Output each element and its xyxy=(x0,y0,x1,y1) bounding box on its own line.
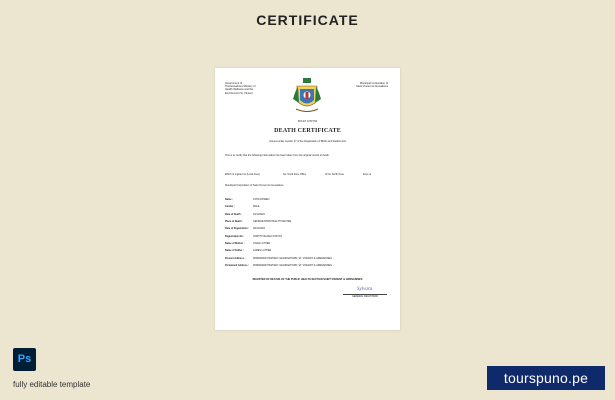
field-row xyxy=(225,225,395,232)
field-label: Present Address : xyxy=(225,256,246,260)
field-row xyxy=(225,240,395,247)
field-value: LINDA LUTHER xyxy=(253,241,271,245)
registration-zone-of: Zone of xyxy=(363,173,372,176)
field-label: Permanent Address : xyxy=(225,263,249,267)
registration-office: No. North Zone Office xyxy=(283,173,307,176)
field-value: 06/12/2022 xyxy=(253,227,265,231)
registration-zone: of No. North Zone xyxy=(325,173,345,176)
field-row xyxy=(225,254,395,261)
registrar-signature: Sylvara xyxy=(357,287,373,292)
certificate-fields xyxy=(225,196,395,269)
coat-of-arms-icon xyxy=(291,77,323,117)
field-value: JOHN DOWEN xyxy=(253,198,270,202)
field-row xyxy=(225,218,395,225)
field-row xyxy=(225,196,395,203)
field-row xyxy=(225,262,395,269)
field-row xyxy=(225,247,395,254)
field-label: Place of Death : xyxy=(225,220,243,224)
certificate-subtitle: (Issued under section 17 of the Registration of Births and Deaths Act) xyxy=(269,140,346,143)
certificate-document xyxy=(215,68,400,330)
field-row xyxy=(225,232,395,239)
field-label: Date of Death : xyxy=(225,212,242,216)
certify-statement: This is to certify that the following information has been taken from the original record of death. xyxy=(225,154,330,157)
brand-badge[interactable]: tourspuno.pe xyxy=(487,366,605,390)
page-title: CERTIFICATE xyxy=(256,12,359,28)
municipal-line: Municipal Corporation of Saint Vincent & Grenadines xyxy=(225,184,284,187)
signature-caption: GENERAL REGISTRAR xyxy=(352,295,378,298)
field-value: GEORGETOWN HEALTH CENTRE xyxy=(253,220,292,224)
field-value: WINDWARD HIGHWAY, GEORGETOWN, ST. VINCENT & GRENADINES xyxy=(253,256,332,260)
field-value: WINDWARD HIGHWAY, GEORGETOWN, ST. VINCENT & GRENADINES xyxy=(253,263,332,267)
registration-local-area: Which is register for [Local Area] xyxy=(225,173,260,176)
field-label: Name : xyxy=(225,198,233,202)
field-label: Gender : xyxy=(225,205,235,209)
register-footer: REGISTER OF DEATHS OF THE PUBLIC HEALTH SECTION SAINT VINCENT & GRENADINES xyxy=(252,278,363,281)
field-label: Name of Father : xyxy=(225,249,244,253)
field-value: JAMES LUTHER xyxy=(253,249,272,253)
header-left-text: Government of TheGrenadines Ministry of Health Wellness and the Environment St. Vincent xyxy=(225,82,256,95)
header-right-text: Municipal Corporation of Saint Vincent & Grenadines xyxy=(356,82,388,89)
photoshop-icon: Ps xyxy=(13,348,36,371)
registration-row xyxy=(225,173,390,176)
field-label: Date of Registration : xyxy=(225,227,250,231)
field-value: 15/11/2022 xyxy=(253,212,265,216)
field-row xyxy=(225,211,395,218)
field-label: Name of Mother : xyxy=(225,241,245,245)
editable-template-caption: fully editable template xyxy=(13,380,91,389)
field-label: Registration No : xyxy=(225,234,245,238)
field-value: NORTH-VR-2022-XXXXXX xyxy=(253,234,283,238)
field-value: MALE xyxy=(253,205,260,209)
field-row xyxy=(225,203,395,210)
crest-caption: PAX ET JUSTITIA xyxy=(297,120,318,123)
certificate-title: DEATH CERTIFICATE xyxy=(274,128,341,134)
